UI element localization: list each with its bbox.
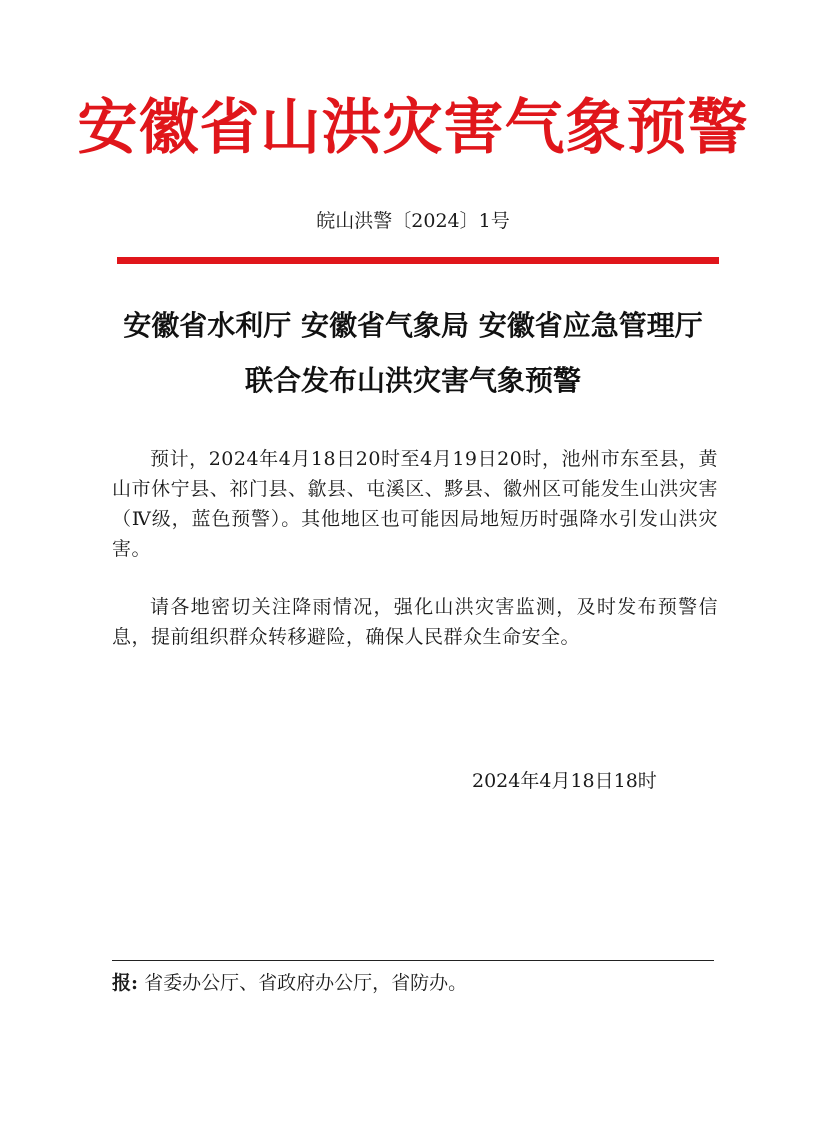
headline-line-2: 联合发布山洪灾害气象预警 — [244, 364, 581, 397]
red-separator-line — [117, 257, 719, 264]
body-paragraph-2: 请各地密切关注降雨情况，强化山洪灾害监测，及时发布预警信息，提前组织群众转移避险，确保人民群众生命安全。 — [112, 596, 718, 648]
report-recipients: 省委办公厅、省政府办公厅，省防办。 — [144, 972, 468, 994]
report-label: 报: — [112, 972, 139, 994]
footer-divider-line — [112, 960, 714, 961]
body-paragraph-1: 预计，2024年4月18日20时至4月19日20时，池州市东至县，黄山市休宁县、祁门县、歙县、屯溪区、黟县、徽州区可能发生山洪灾害（Ⅳ级，蓝色预警）。其他地区也可能因局地短历时强降水引发山洪灾害。 — [112, 448, 718, 560]
headline-line-1: 安徽省水利厅 安徽省气象局 安徽省应急管理厅 — [123, 309, 703, 342]
document-number: 皖山洪警〔2024〕1号 — [316, 210, 510, 232]
masthead-title: 安徽省山洪灾害气象预警 — [77, 93, 749, 163]
issue-date: 2024年4月18日18时 — [472, 770, 657, 792]
report-recipients-line — [112, 968, 718, 998]
